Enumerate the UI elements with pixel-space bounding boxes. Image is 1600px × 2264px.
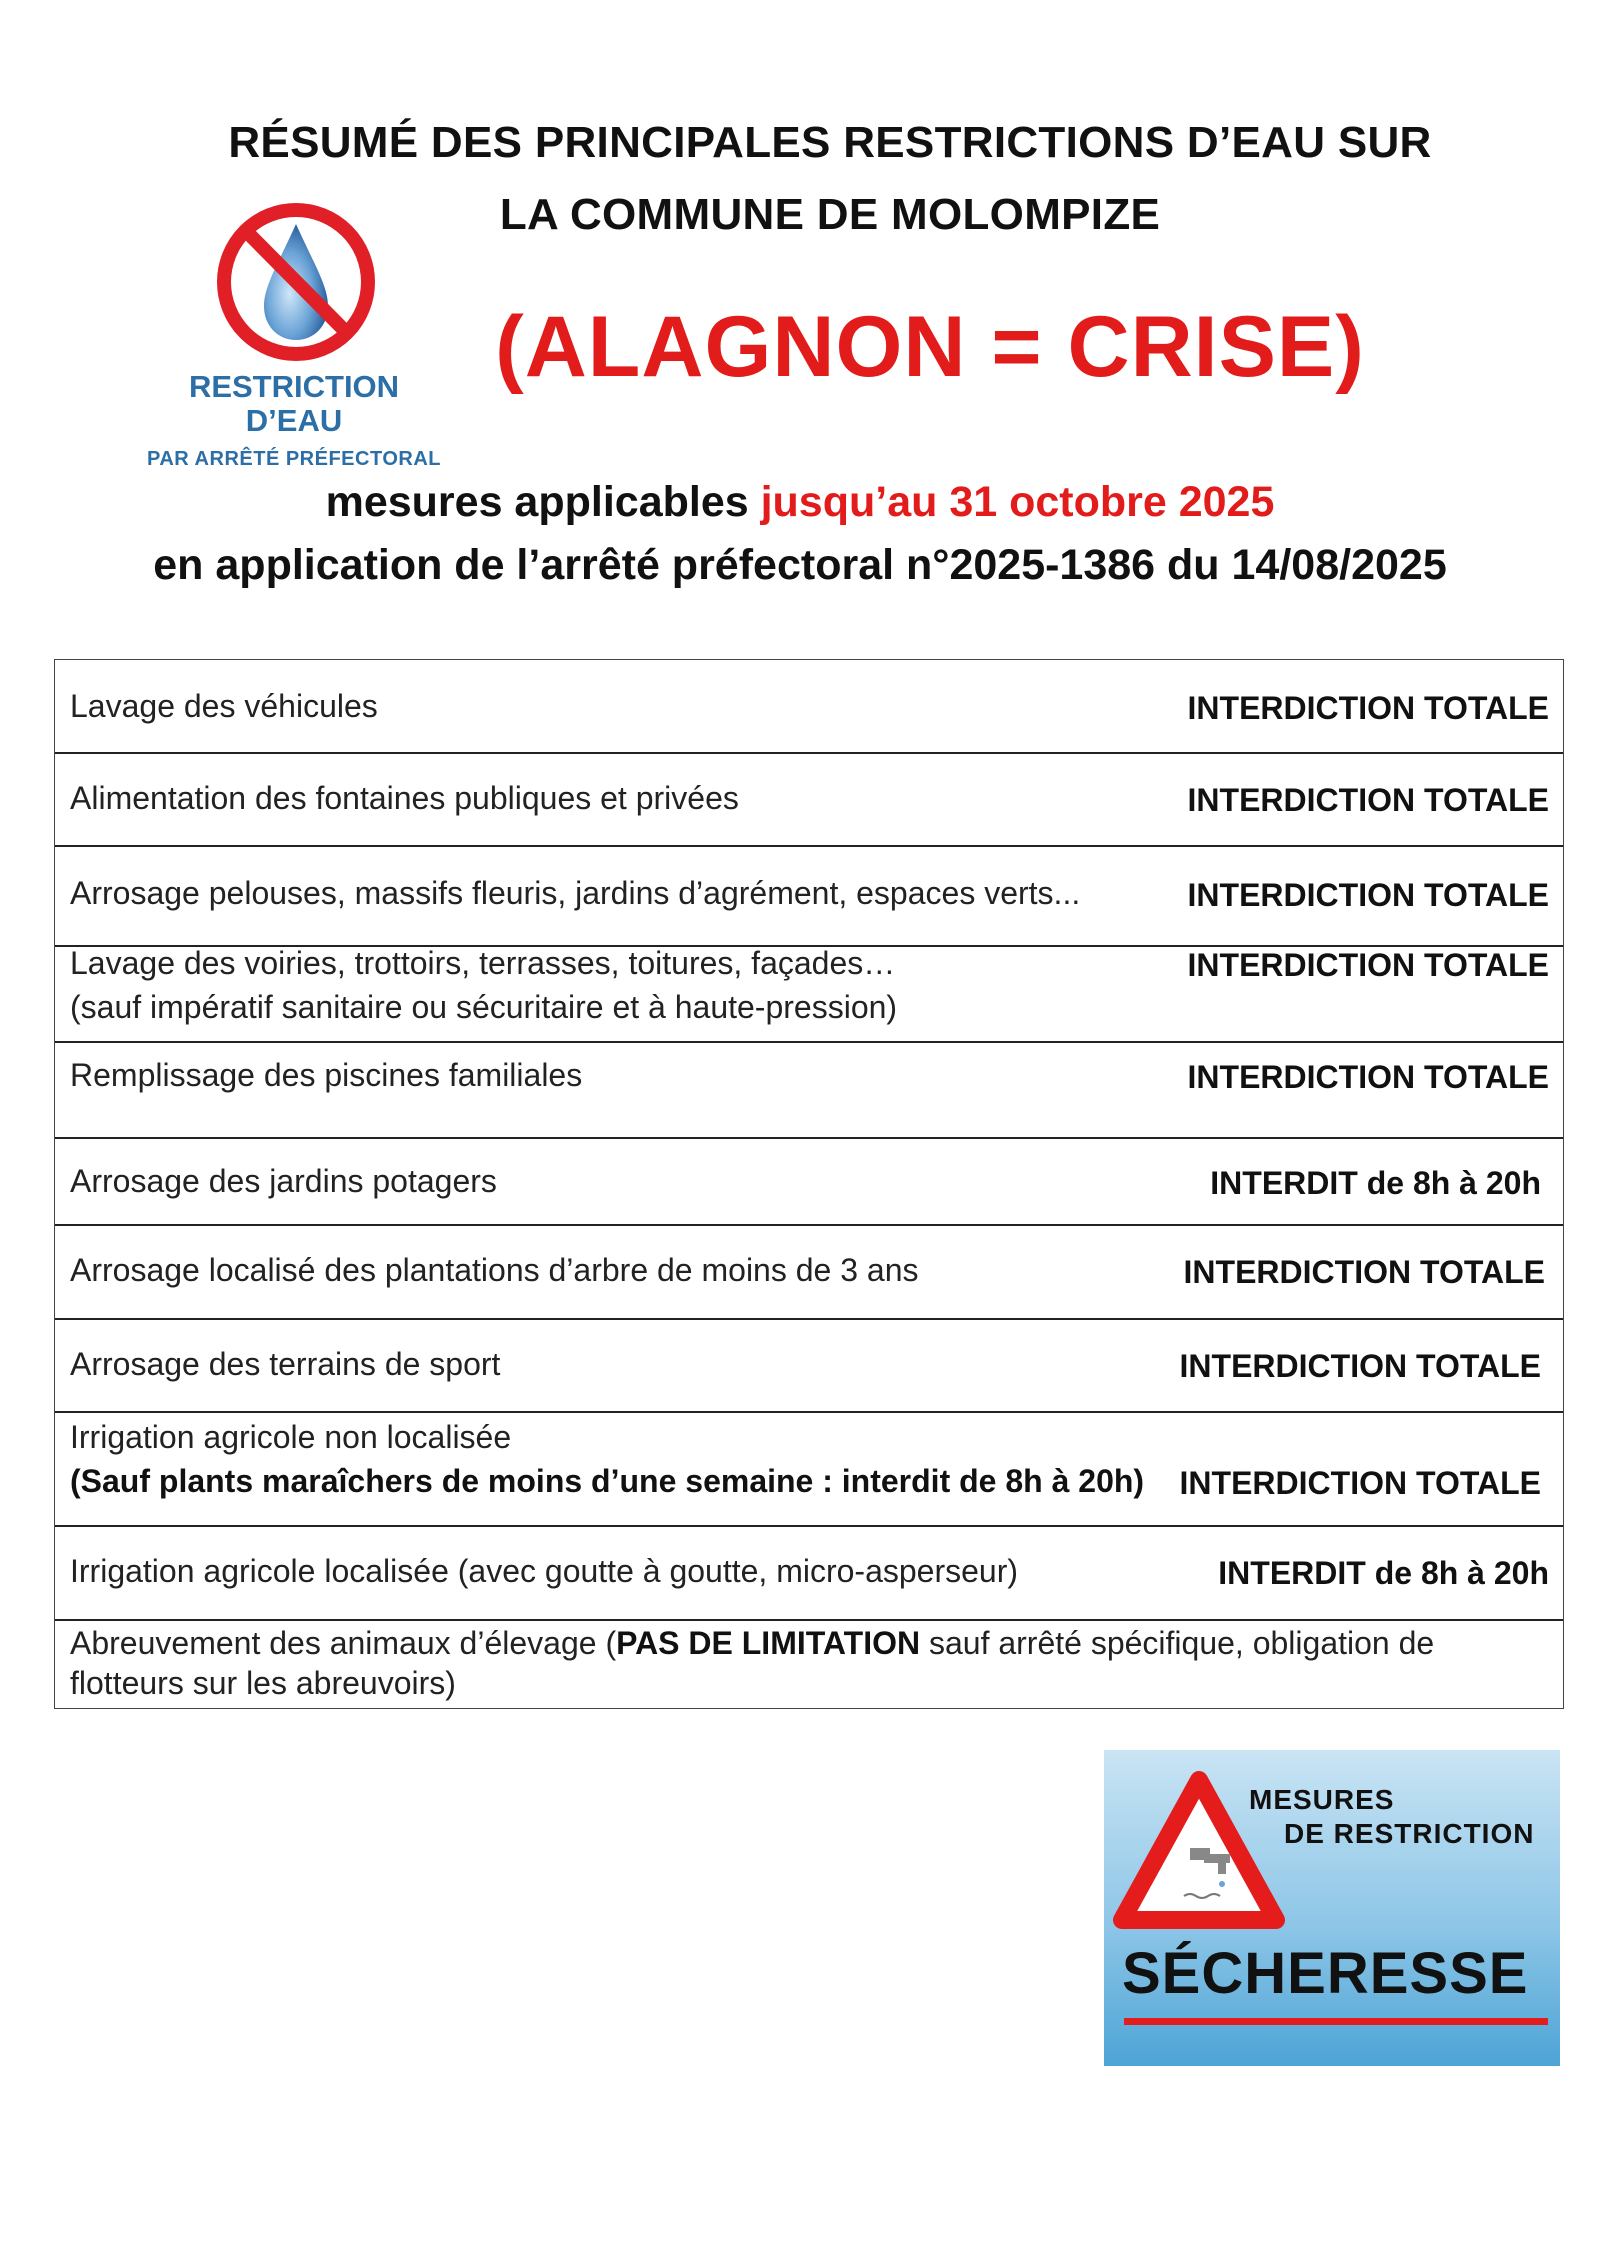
logo-line-2: DE RESTRICTION: [1284, 1818, 1535, 1849]
restriction-eau-logo: [138, 186, 450, 496]
row-value: INTERDIT de 8h à 20h: [1218, 1555, 1549, 1591]
table-row: [55, 1320, 1563, 1413]
row-label: [70, 1623, 1550, 1703]
row-label: [70, 1415, 1144, 1503]
row-label-bold: PAS DE LIMITATION: [616, 1625, 921, 1661]
row-label: Alimentation des fontaines publiques et privées: [70, 780, 739, 816]
table-row: [55, 1139, 1563, 1226]
row-label-a: Abreuvement des animaux d’élevage (: [70, 1625, 617, 1661]
measures-until-date: jusqu’au 31 octobre 2025: [760, 478, 1275, 526]
logo-line-1: RESTRICTION: [188, 369, 400, 404]
row-label-main: Lavage des voiries, trottoirs, terrasses, toitures, façades…: [70, 945, 896, 981]
secheresse-logo: [1104, 1750, 1560, 2066]
row-label: [70, 941, 897, 1029]
row-label: Arrosage des jardins potagers: [70, 1163, 497, 1199]
row-label: Arrosage des terrains de sport: [70, 1346, 501, 1382]
table-row: [55, 847, 1563, 947]
logo-line-2: D’EAU: [245, 403, 343, 438]
row-value: INTERDICTION TOTALE: [1187, 782, 1549, 818]
table-row: [55, 1043, 1563, 1139]
title-line-1: RÉSUMÉ DES PRINCIPALES RESTRICTIONS D’EAU SUR: [228, 118, 1432, 167]
row-label-note: (Sauf plants maraîchers de moins d’une semaine : interdit de 8h à 20h): [70, 1463, 1145, 1499]
measures-prefix: mesures applicables: [325, 478, 761, 526]
row-value: INTERDICTION TOTALE: [1187, 877, 1549, 913]
accent-bar: [1124, 2018, 1548, 2025]
table-row: [55, 1226, 1563, 1320]
row-label-main: Irrigation agricole non localisée: [70, 1419, 512, 1455]
row-label-note: (sauf impératif sanitaire ou sécuritaire et à haute-pression): [70, 989, 898, 1025]
table-row: [55, 660, 1563, 754]
row-value: INTERDICTION TOTALE: [1187, 690, 1549, 726]
crisis-status: (ALAGNON = CRISE): [495, 299, 1365, 395]
arrete-reference: en application de l’arrêté préfectoral n°2025-1386 du 14/08/2025: [153, 541, 1447, 589]
logo-line-1: MESURES: [1249, 1784, 1395, 1815]
no-water-drop-icon: [216, 194, 376, 364]
table-row: [55, 1621, 1563, 1710]
table-row: [55, 947, 1563, 1043]
row-value: INTERDICTION TOTALE: [1187, 947, 1549, 983]
table-row: [55, 754, 1563, 847]
row-value: INTERDICTION TOTALE: [1187, 1059, 1549, 1095]
row-label-c: flotteurs sur les abreuvoirs): [70, 1665, 456, 1701]
row-value: INTERDICTION TOTALE: [1183, 1254, 1545, 1290]
row-label: Remplissage des piscines familiales: [70, 1057, 583, 1093]
restrictions-table: [54, 659, 1564, 1709]
title-line-2: LA COMMUNE DE MOLOMPIZE: [499, 190, 1161, 239]
logo-line-3: PAR ARRÊTÉ PRÉFECTORAL: [147, 448, 441, 470]
measures-validity: [0, 478, 1600, 527]
row-label: Lavage des véhicules: [70, 688, 378, 724]
logo-line-3: SÉCHERESSE: [1122, 1941, 1529, 2006]
row-label: Arrosage pelouses, massifs fleuris, jardins d’agrément, espaces verts...: [70, 875, 1081, 911]
table-row: [55, 1413, 1563, 1527]
table-row: [55, 1527, 1563, 1621]
row-label: Irrigation agricole localisée (avec goutte à goutte, micro-asperseur): [70, 1553, 1019, 1589]
row-label: Arrosage localisé des plantations d’arbre de moins de 3 ans: [70, 1252, 919, 1288]
row-label-b: sauf arrêté spécifique, obligation de: [920, 1625, 1435, 1661]
row-value: INTERDIT de 8h à 20h: [1210, 1165, 1541, 1201]
row-value: INTERDICTION TOTALE: [1179, 1465, 1541, 1501]
row-value: INTERDICTION TOTALE: [1179, 1348, 1541, 1384]
